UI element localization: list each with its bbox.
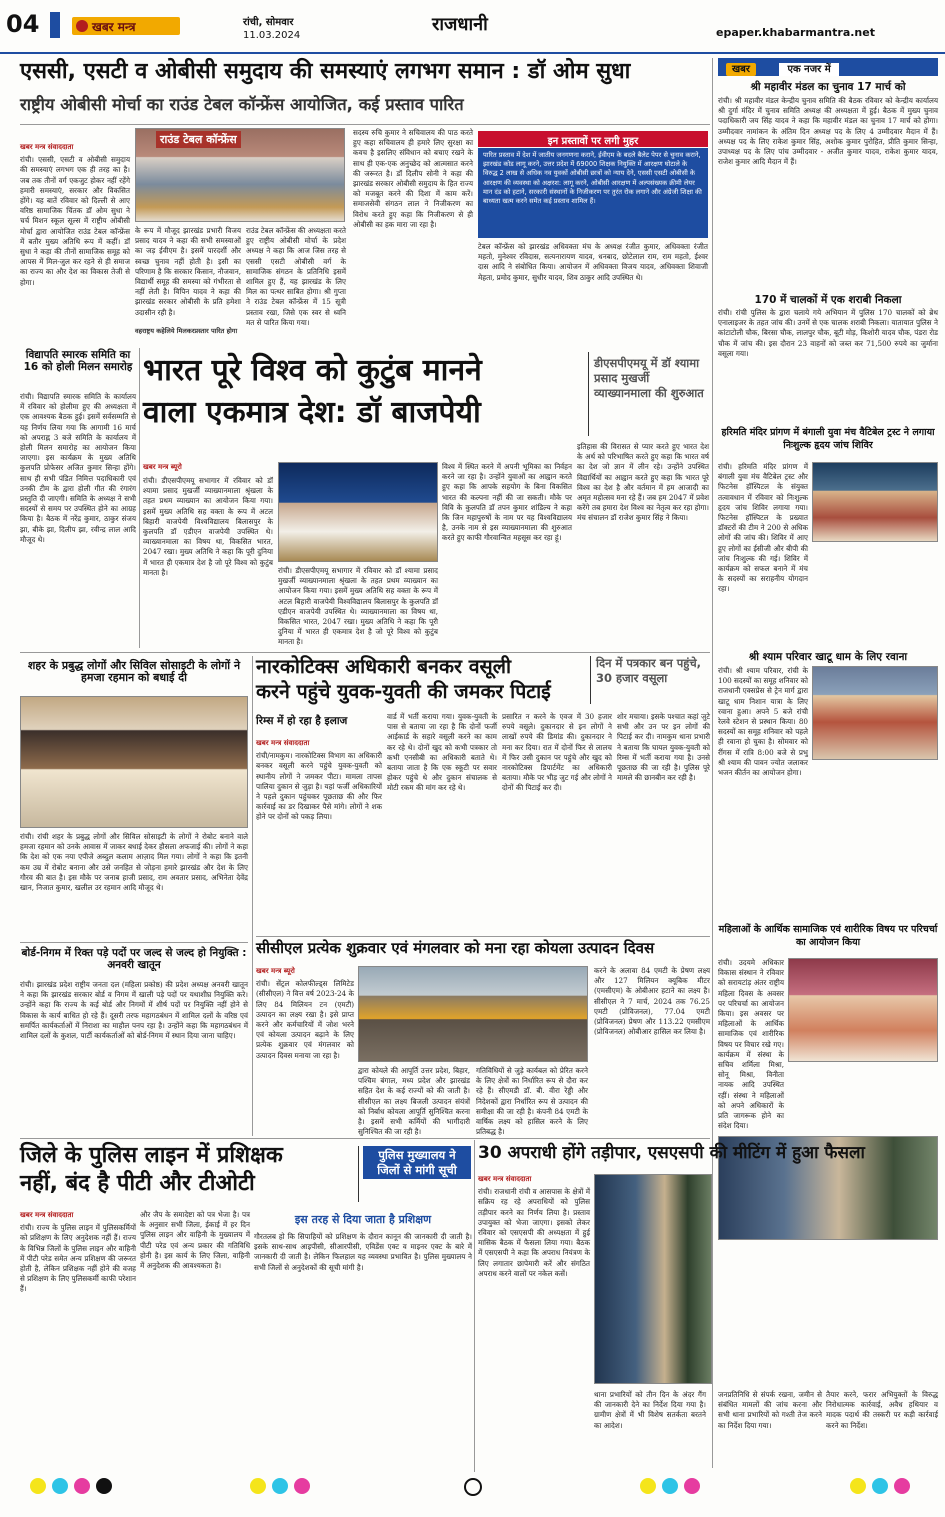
ssp-column-c	[826, 1390, 938, 1472]
bajpai-column-2	[442, 462, 572, 648]
cyan-dot	[52, 1478, 68, 1494]
coal-column-4	[594, 966, 710, 1136]
police-text-1: रांची। राज्य के पुलिस लाइन में पुलिसकर्मियों को प्रशिक्षण के लिए अनुदेशक नहीं हैं। राज्य के विभिन्न जिलों के पुलिस लाइन और वाहिनी में पीटी परेड समेत अन्य प्रशिक्षण की जरूरत होती है, लेकिन प्रशिक्षक नहीं होने की वजह से प्रशिक्षण के लिए पुलिसकर्मी काफी परेशान हैं।	[20, 1223, 136, 1294]
coal-column-3	[476, 1066, 588, 1136]
brief-item-3-body: रांची। हरिमति मंदिर प्रांगण में बंगाली युवा मंच वैटिबेल ट्रस्ट और फिटनेस हॉस्पिटल के संयुक्त तत्वावधान में रविवार को निःशुल्क हृदय जांच शिविर लगाया गया। फिटनेस हॉस्पिटल के प्रख्यात डॉक्टरों की टीम ने 200 से अधिक लोगों की जांच की। शिविर में आए हुए लोगों का ईसीजी और बीपी की जांच निःशुल्क की गई। शिविर में कार्यक्रम को सफल बनाने में मंच के सदस्यों का सराहनीय योगदान रहा।	[718, 462, 808, 594]
lead-photo	[135, 128, 345, 222]
holi-divider	[139, 348, 140, 648]
police-box-heading: इस तरह से दिया जाता है प्रशिक्षण	[294, 1213, 432, 1226]
yellow-dot	[30, 1478, 46, 1494]
civil-body: रांची। रांची शहर के प्रबुद्ध लोगों और सिविल सोसाइटी के लोगों ने रोबोट बनाने वाले हमजा रहमान को उनके आवास में जाकर बधाई देकर हौसला अफजाई की। लोगों ने कहा कि देश को एक नया एपीजे अब्दुल कलाम आज़ाद मिल गया। लोगों ने कहा कि इतनी कम उम्र में रोबोट बनाना और उसे जनहित से जोड़ना हमारे झारखंड और देश के लिए गौरव की बात है। इस मौके पर जनाब हाजी प्रसाद, राम अवतार प्रसाद, अभिनेता देवेंद्र खान, निजात कुमार, खलील उर रहमान आदि मौजूद थे।	[20, 832, 248, 893]
bajpai-text-1b: रांची। डीएसपीएमयू सभागार में रविवार को डॉ श्यामा प्रसाद मुखर्जी व्याख्यानमाला श्रृंखला के तहत प्रथम व्याख्यान का आयोजन किया गया। इसमें मुख्य अतिथि सह वक्ता के रूप में अटल बिहारी वाजपेयी विश्वविद्यालय बिलासपुर के कुलपति डॉ एडीएन वाजपेयी उपस्थित थे। व्याख्यानमाला का विषय था, विकसित भारत, 2047 रखा। मुख्य अतिथि ने कहा कि पूरी दुनिया में भारत ही एकमात्र देश है जो पूरे विश्व को कुटुंब मानता है।	[278, 566, 438, 647]
brief-header	[718, 58, 938, 76]
ssp-byline: खबर मन्त्र संवाददाता	[478, 1174, 532, 1183]
lead-text-1: रांची। एससी, एसटी व ओबीसी समुदाय की समस्याएं लगभग एक ही तरह का है। जब तक तीनों वर्ग एकजुट होकर नहीं रहेंगे हमारी समस्याएं, सरकार और विकसित होंगे। यह बातें रविवार को दिल्ली से आए वरिष्ठ सामाजिक चिंतक डॉ ओम सुधा ने चर्च मिशन स्कूल सूल्स में राष्ट्रीय ओबीसी मोर्चा द्वारा आयोजित राउंड टेबल कॉन्फ्रेंस में बतौर मुख्य अतिथि रूप में कहीं। डॉ सुधा ने कहा की तीनों सामाजिक समूह को आपस में मिल-जुल कर रहने से ही समाज का राज्य का और देश का विकास तेजी से होगा।	[20, 155, 130, 287]
police-byline: खबर मन्त्र संवाददाता	[20, 1210, 74, 1219]
proposals-text: पारित प्रस्ताव में देश में जातीय जनगणना कराने, ईवीएम के बदले बैलेट पेपर से चुनाव कराने, झारखंड कोड लागू करने, उत्तर प्रदेश में 69000 शिक्षक नियुक्ति में आरक्षण घोटाले के विरुद्ध 2 लाख से अधिक नव युवकों ओबीसी छात्रों को न्याय देने, एससी एसटी ओबीसी के आरक्षण की व्यवस्था को अक्षरश: लागू करने, ओबीसी आरक्षण में अल्पसंख्यक क्रीमी लेयर मान दंड को हटाने, सरकारी संस्थानों के निजीकरण पर तुरंत रोक लगाने और अंग्रेजी शिक्षा की बाध्यता खत्म करने समेत कई प्रस्ताव शामिल हैं।	[483, 151, 702, 206]
brief-item-1-body: रांची। श्री महावीर मंडल केन्द्रीय चुनाव समिति की बैठक रविवार को केन्द्रीय कार्यालय श्री दुर्गा मंदिर में चुनाव समिति अध्यक्ष की अध्यक्षता में हुई। बैठक में मुख्य चुनाव पदाधिकारी जय सिंह यादव ने कहा कि महावीर मंडल का चुनाव 17 मार्च को होगा। उम्मीदवार नामांकन के अंतिम दिन अध्यक्ष पद के लिए 4 उम्मीदवार मैदान में हैं। अध्यक्ष पद के लिए राकेश कुमार सिंह, अशोक कुमार पुरोहित, प्रीति कुमार सिन्हा, उपाध्यक्ष पद के लिए पांच उम्मीदवार - अजीत कुमार यादव, राकेश कुमार यादव, राजेश कुमार आदि मैदान में हैं।	[718, 96, 938, 167]
brief-item-3-photo	[812, 462, 938, 542]
ssp-photo-left	[594, 1174, 712, 1384]
bajpai-photo	[278, 462, 438, 562]
ssp-column-1	[478, 1174, 590, 1394]
narcotics-text-2: वार्ड में भर्ती कराया गया। युवक-युवती के पास से बताया जा रहा है कि दोनों फर्जी आईकार्ड के सहारे वसूली करने का काम कर रहे थे। दोनों खुद को कभी पत्रकार तो कभी एनसीबी का अधिकारी बताते थे। बताया जाता है कि एक स्कूटी पर सवार होकर पहुंचे थे और दुकान संचालक से मोटी रकम की मांग कर रहे थे।	[387, 712, 497, 793]
lead-divider	[20, 124, 710, 125]
lead-column-1	[20, 142, 130, 342]
narcotics-column-4	[617, 712, 710, 932]
magenta-dot	[74, 1478, 90, 1494]
brief-item-2-headline: 170 में चालकों में एक शराबी निकला	[754, 294, 902, 306]
lead-photo-banner: राउंड टेबल कॉन्फ्रेंस	[156, 131, 241, 148]
holi-headline: विद्यापति स्मारक समिति का 16 को होली मिलन समारोह	[23, 349, 133, 373]
section-title: राजधानी	[432, 14, 488, 35]
coal-headline: सीसीएल प्रत्येक शुक्रवार एवं मंगलवार को मना रहा कोयला उत्पादन दिवस	[256, 939, 655, 957]
website-link[interactable]: epaper.khabarmantra.net	[716, 26, 875, 39]
board-divider	[20, 942, 248, 943]
narcotics-column-1	[256, 738, 382, 932]
lead-text-2: के रूप में मौजूद झारखंड प्रभारी विजय प्रसाद यादव ने कहा की सभी समस्याओं का जड़ ईवीएम है। इसमें पारदर्शी और स्वच्छ चुनाव नहीं होती है। इसी का परिणाम है कि सरकार किसान, नौजवान, विद्यार्थी समूह की समस्या को गंभीरता से नहीं लेती है। विपिन यादव ने कहा की झारखंड सरकार ओबीसी के प्रति हमेशा उदासीन रही है।	[135, 226, 241, 317]
bajpai-under-photo	[278, 566, 438, 648]
lead-column-2	[135, 226, 241, 326]
ssp-headline: 30 अपराधी होंगे तड़ीपार, एसएसपी की मीटिंग में हुआ फैसला	[478, 1143, 865, 1163]
civil-headline: शहर के प्रबुद्ध लोगों और सिविल सोसाइटी के लोगों ने हमजा रहमान को बधाई दी	[27, 659, 241, 685]
crosshair-icon	[464, 1478, 482, 1496]
coal-photo	[358, 966, 588, 1062]
magenta-dot	[894, 1478, 910, 1494]
narcotics-column-2	[387, 712, 497, 932]
brief-item-4-body: रांची। श्री श्याम परिवार, रांची के 100 सदस्यों का समूह शनिवार को राजधानी एक्सप्रेस से ट्रेन मार्ग द्वारा खाटू धाम निशान यात्रा के लिए रवाना हुआ। अपने 5 बजे रांची रेलवे स्टेशन से प्रस्थान किया। 80 सदस्यों का समूह शनिवार को पहले ही रवाना हो चुका है। सोमवार को रींगस में रात्रि 8:00 बजे से प्रभु श्री श्याम की पावन ज्योत जलाकर भजन कीर्तन का आयोजन होगा।	[718, 666, 808, 778]
lead-photo-caption: वहराष्ट्रय कहेलिये मिलकरप्रस्तार पारित होगा	[135, 327, 238, 335]
proposals-participants-text: टेबल कॉन्फ्रेंस को झारखंड अधिवक्ता मंच के अध्यक्ष रंजीत कुमार, अधिवक्ता रंजीत महतो, मुनेश्वर रविदास, सत्यनारायण यादव, धनबाद, छोटेलाल राम, राम महतो, ईश्वर दास आदि ने संबोधित किया। आयोजन में अधिवक्ता विजय यादव, अधिवक्ता शिवाजी मेहता, प्रमोद कुमार, सुधीर यादव, शिव ठाकुर आदि उपस्थित थे।	[478, 242, 708, 282]
bajpai-text-1: रांची। डीएसपीएमयू सभागार में रविवार को डॉ श्यामा प्रसाद मुखर्जी व्याख्यानमाला श्रृंखला के तहत प्रथम व्याख्यान का आयोजन किया गया। इसमें मुख्य अतिथि सह वक्ता के रूप में अटल बिहारी वाजपेयी विश्वविद्यालय बिलासपुर के कुलपति डॉ एडीएन वाजपेयी उपस्थित थे। व्याख्यानमाला का विषय था, विकसित भारत, 2047 रखा। मुख्य अतिथि ने कहा कि पूरी दुनिया में भारत ही एकमात्र देश है जो पूरे विश्व को कुटुंब मानता है।	[143, 476, 273, 577]
mid-divider	[20, 652, 710, 653]
brief-item-1-headline: श्री महावीर मंडल का चुनाव 17 मार्च को	[750, 81, 906, 93]
holi-body: रांची। विद्यापति स्मारक समिति के कार्यालय में रविवार को होलीमा हुए की अध्यक्षता में एक आवश्यक बैठक हुई। इसमें सर्वसम्मति से यह निर्णय लिया गया कि आगामी 16 मार्च को अपराह्न 3 बजे समिति के कार्यालय में होली मिलन समारोह का आयोजन किया जाएगा। इस कार्यक्रम के मुख्य अतिथि कुलपति प्रोफेसर अजित कुमार सिन्हा होंगे। साथ ही सभी पंडित निमित्त पदाधिकारी एवं उनकी टीम के द्वारा होली गीत की रंगारंग प्रस्तुति दी जाएगी। समिति के अध्यक्ष ने सभी सदस्यों से समय पर उपस्थित होने का आग्रह किया है। बैठक में नरेंद्र कुमार, ठाकुर संजय झा, बीके झा, दिलीप झा, रवीन्द्र लाल आदि मौजूद थे।	[20, 392, 136, 544]
brief-label: एक नजर में	[779, 63, 838, 76]
brief-item-4-photo	[812, 666, 938, 760]
logo-icon	[76, 20, 88, 32]
cyan-dot	[662, 1478, 678, 1494]
page-number-bar	[50, 12, 60, 38]
coal-byline: खबर मन्त्र ब्यूरो	[256, 966, 295, 975]
proposals-participants	[478, 242, 708, 342]
narcotics-headline-1: नारकोटिक्स अधिकारी बनकर वसूली	[256, 655, 512, 678]
ssp-column-b	[718, 1390, 822, 1472]
masthead-date: 11.03.2024	[243, 30, 301, 41]
narcotics-byline: खबर मन्त्र संवाददाता	[256, 738, 310, 747]
police-headline-1: जिले के पुलिस लाइन में प्रशिक्षक	[20, 1143, 283, 1168]
narcotics-divider	[252, 656, 253, 1136]
police-column-2	[140, 1210, 250, 1472]
civil-photo	[20, 696, 248, 828]
masthead-city-day: रांची, सोमवार	[243, 17, 294, 28]
yellow-dot	[250, 1478, 266, 1494]
narcotics-text-4: शोर मचाया। इसके पश्चात कहां जुटे सभी और उन पर इन लोगों की पिटाई कर दी। नामकुम थाना प्रभारी ने बताया कि घायल युवक-युवती को रिम्स में भर्ती कराया गया है। उनसे पूछताछ की जा रही है। पुलिस पूरे मामले की छानबीन कर रही है।	[617, 712, 710, 783]
narcotics-kicker-rule	[590, 656, 591, 704]
police-headline-2: नहीं, बंद है पीटी और टीओटी	[20, 1171, 255, 1196]
board-headline: बोर्ड-निगम में रिक्त पड़े पदों पर जल्द से जल्द हो नियुक्ति : अनवरी खातून	[21, 947, 247, 971]
yellow-dot	[850, 1478, 866, 1494]
cyan-dot	[872, 1478, 888, 1494]
brief-item-5-body: रांची। उदयमे अधिकार विकास संस्थान ने रविवार को सरायटांड़ अंतर राष्ट्रीय महिला दिवस के अवसर पर परिचर्चा का आयोजन किया। इस अवसर पर महिलाओं के आर्थिक सामाजिक एवं शारीरिक विषय पर विचार रखे गए। कार्यक्रम में संस्था के सचिव शर्मिला मिश्रा, सोनू मिश्रा, विनीता नायक आदि उपस्थित रहीं। संस्था ने महिलाओं को अपने अधिकारों के प्रति जागरूक होने का संदेश दिया।	[718, 958, 784, 1131]
police-column-3	[254, 1232, 472, 1472]
yellow-dot	[640, 1478, 656, 1494]
bajpai-kicker-rule	[588, 352, 589, 436]
police-text-3: गौरतलब हो कि सिपाहियों को प्रशिक्षण के दौरान कानून की जानकारी दी जाती है। इसके साथ-साथ आइपीसी, सीआरपीसी, एविडेंस एक्ट व माइनर एक्ट के बारे में जानकारी दी जाती है। लेकिन फिलहाल यह व्यवस्था प्रभावित है। पुलिस मुख्यालय ने सभी जिलों से अनुदेशकों की सूची मांगी है।	[254, 1232, 472, 1272]
bajpai-text-2: विश्व में स्थित करने में अपनी भूमिका का निर्वहन करने जा रहा है। उन्होंने युवाओं का आह्वान करते हुए कहा कि आपके सहयोग के बिना विकसित भारत की कल्पना नहीं की जा सकती। मौके पर विवि के कुलपति डॉ तपन कुमार शांडिल्य ने कहा कि जिन महापुरुषों के नाम पर यह विश्वविद्यालय है, उनके नाम से इस व्याख्यानमाला की शुरुआत करते हुए काफी गौरवान्वित महसूस कर रहा हूं।	[442, 462, 572, 543]
proposals-box	[478, 148, 708, 238]
coal-text-4: करने के अलावा 84 एमटी के प्रेषण लक्ष्य और 127 मिलियन क्यूबिक मीटर (एमसीएम) के ओबीआर हटाने का लक्ष्य है। सीसीएल ने 7 मार्च, 2024 तक 76.25 एमटी (प्रोविजनल), 77.04 एमटी (प्रोविजनल) प्रेषण और 113.22 एमसीएम (प्रोविजनल) ओबीआर हासिल कर लिया है।	[594, 966, 710, 1037]
brief-item-2	[718, 308, 938, 422]
narcotics-subheadline: रिम्स में हो रहा है इलाज	[256, 715, 348, 727]
board-column	[20, 980, 248, 1132]
civil-column	[20, 832, 248, 938]
masthead-rule	[0, 52, 945, 54]
coal-text-1: रांची। सेंट्रल कोलफील्ड्स लिमिटेड (सीसीएल) ने वित्त वर्ष 2023-24 के लिए 84 मिलियन टन (एमटी) उत्पादन का लक्ष्य रखा है। इसे प्राप्त करने और कर्मचारियों में जोश भरने एवं कोयला उत्पादन बढ़ाने के लिए प्रत्येक शुक्रवार एवं मंगलवार को उत्पादन दिवस मनाया जा रहा है।	[256, 979, 354, 1060]
ssp-text-a: थाना प्रभारियों को तीन दिन के अंदर गैंग की जानकारी देने का निर्देश दिया गया है। ग्रामीण क्षेत्रों में भी विशेष सतर्कता बरतने का आदेश।	[594, 1390, 706, 1430]
lead-column-4	[353, 128, 473, 342]
lead-text-3: राउंड टेबल कॉन्फ्रेंस की अध्यक्षता करते हुए राष्ट्रीय ओबीसी मोर्चा के प्रदेश अध्यक्ष ने कहा कि आज जिस तरह से एससी एसटी ओबीसी वर्ग के सामाजिक संगठन के प्रतिनिधि इसमें शामिल हुए हैं, यह झारखंड के लिए मिल का पत्थर साबित होगा। श्री गुप्ता ने राउंड टेबल कॉन्फ्रेंस में 15 सूत्री प्रस्ताव रखा, जिसे एक स्वर से ध्वनि मत से पारित किया गया।	[246, 226, 346, 327]
bajpai-kicker: डीएसपीएमयू में डॉ श्यामा प्रसाद मुखर्जी व्याख्यानमाला की शुरुआत	[594, 356, 704, 400]
lead-byline: खबर मन्त्र संवाददाता	[20, 142, 74, 151]
cyan-dot	[272, 1478, 288, 1494]
board-body: रांची। झारखंड प्रदेश राष्ट्रीय जनता दल (महिला प्रकोष्ठ) की प्रदेश अध्यक्ष अनवरी खातून ने कहा कि झारखंड सरकार बोर्ड व निगम में खाली पड़े पदों पर यथाशीघ्र नियुक्ति करे। उन्होंने कहा कि राज्य के कई बोर्ड और निगमों में शीर्ष पदों पर नियुक्ति नहीं होने से विकास के कार्य बाधित हो रहे हैं। दूसरी तरफ महागठबंधन में शामिल दलों के वरिष्ठ एवं समर्पित कार्यकर्ताओं में निराशा का माहौल पनप रहा है। उन्होंने कहा कि महागठबंधन में शामिल दलों के कुशल, पार्टी कार्यकर्ताओं को बोर्ड-निगम में स्थान दिया जाना चाहिए।	[20, 980, 248, 1041]
brief-item-5-headline: महिलाओं के आर्थिक सामाजिक एवं शारीरिक विषय पर परिचर्चा का आयोजन किया	[718, 924, 938, 948]
brief-tag: खबर	[726, 63, 756, 76]
narcotics-headline-2: करने पहुंचे युवक-युवती की जमकर पिटाई	[256, 680, 551, 703]
lead-headline: एससी, एसटी व ओबीसी समुदाय की समस्याएं लगभग समान : डॉ ओम सुधा	[20, 59, 631, 84]
brief-item-4-headline: श्री श्याम परिवार खाटू धाम के लिए रवाना	[748, 651, 908, 663]
coal-column-2	[358, 1066, 470, 1136]
brief-item-2-body: रांची। रांची पुलिस के द्वारा चलाये गये अभियान में पुलिस 170 चालकों को ब्रेथ एनालाइजर के तहत जांच की। उनमें से एक चालक शराबी निकला। यातायात पुलिस ने कांटाटोली चौक, बिरसा चौक, लालपुर चौक, बूटी मोड़, किशोरी यादव चौक, पंडरा रोड चौक में जांच की। इस दौरान 23 वाहनों को जब्त कर 71,500 रुपये का जुर्माना वसूला गया।	[718, 308, 938, 358]
ssp-body: रांची। राजधानी रांची व आसपास के क्षेत्रों में सक्रिय रह रहे अपराधियों को पुलिस तड़ीपार करने का निर्णय लिया है। प्रस्ताव उपायुक्त को भेजा जाएगा। इसको लेकर रविवार को एसएसपी की अध्यक्षता में हुई मासिक बैठक में फैसला लिया गया। बैठक में एसएसपी ने कहा कि अपराध नियंत्रण के लिए लगातार छापेमारी करें और संगठित अपराध करने वालों पर नकेल कसें।	[478, 1187, 590, 1278]
brief-item-1	[718, 96, 938, 290]
ssp-divider	[474, 1140, 475, 1472]
coal-divider	[256, 936, 710, 937]
bajpai-headline-1: भारत पूरे विश्व को कुटुंब मानने	[143, 353, 482, 388]
bajpai-text-col-1	[143, 476, 273, 648]
masthead	[0, 0, 945, 54]
bajpai-text-3: इतिहास की विरासत से प्यार करते हुए भारत देश के अर्थ को परिभाषित करते हुए कहा कि भारत वर्ष का देश जो ज्ञान में लीन रहे। उन्होंने उपस्थित विद्यार्थियों का आह्वान करते हुए कहा कि भारत पूरे विश्व का देश है और वर्तमान में हम आजादी का अमृत महोत्सव मना रहे हैं। जब हम 2047 में प्रवेश करेंगे तब हमारा देश विश्व का नेतृत्व कर रहा होगा। मंच संचालन डॉ राजेश कुमार सिंह ने किया।	[577, 442, 709, 523]
magenta-dot	[294, 1478, 310, 1494]
lead-subheadline: राष्ट्रीय ओबीसी मोर्चा का राउंड टेबल कॉन्फ्रेंस आयोजित, कई प्रस्ताव पारित	[20, 95, 464, 114]
narcotics-text-1: रांची/नामकुम। नारकोटिक्स विभाग का अधिकारी बनकर वसूली करने पहुंचे युवक-युवती को स्थानीय लोगों ने जमकर पीटा। मामला तापस पालिया दुकान से जुड़ा है। यहां फर्जी अधिकारियों ने पहले दुकान पहुंचकर पूछताछ की और फिर कार्रवाई का डर दिखाकर पैसे मांगे। लोगों ने शक होने पर दोनों को पकड़ लिया।	[256, 751, 382, 822]
bajpai-column-3	[577, 442, 709, 648]
bajpai-byline: खबर मन्त्र ब्यूरो	[143, 462, 182, 471]
page-number: 04	[6, 10, 40, 38]
brief-item-3-col	[718, 462, 808, 594]
magenta-dot	[684, 1478, 700, 1494]
brief-item-3-headline: हरिमति मंदिर प्रांगण में बंगाली युवा मंच वैटिबेल ट्रस्ट ने लगाया निःशुल्क हृदय जांच शिविर	[721, 427, 935, 451]
police-column-1	[20, 1210, 136, 1472]
lead-text-4: सदस्य रुचि कुमार ने सचिवालय की पाठ करते हुए कहा सचिवालय ही हमारे लिए सुरक्षा का कवच है इसलिए संविधान को बचाए रखने के साथ ही एक-एक अनुच्छेद को आत्मसात करने की जरूरत है। डॉ दिलीप सोनी ने कहा की झारखंड सरकार ओबीसी समुदाय के हित राज्य को मजबूत करने की दिशा में काम करें। समाजसेवी संगठन लाल ने निजीकरण का विरोध करते हुए कहा कि निजीकरण से ही ओबीसी का हक मारा जा रहा है।	[353, 128, 473, 229]
narcotics-text-3: प्रसारित न करने के एवज में 30 हजार रुपये वसूले। दुकानदार से इन लोगों ने लाखों रुपये की डिमांड की। दुकानदार ने मना कर दिया। रात में दोनों फिर से लालच में फिर उसी दुकान पर पहुंचे और खुद को नारकोटिक्स डिपार्टमेंट का अधिकारी बताया। मौके पर भीड़ जुट गई और लोगों ने दोनों की पिटाई कर दी।	[502, 712, 613, 793]
proposals-heading: इन प्रस्तावों पर लगी मुहर	[478, 131, 708, 147]
narcotics-kicker: दिन में पत्रकार बन पहुंचे, 30 हजार वसूला	[596, 656, 702, 685]
bottom-divider	[20, 1138, 710, 1139]
black-dot	[96, 1478, 112, 1494]
holi-column	[20, 392, 136, 648]
coal-text-3: गतिविधियों से जुड़े कार्यबल को प्रेरित करने के लिए क्षेत्रों का निर्धारित रूप से दौरा कर रहे हैं। सीएमडी डॉ. बी. वीरा रेड्डी और निदेशकों द्वारा निर्धारित रूप से उत्पादन की समीक्षा की जा रही है। कंपनी 84 एमटी के वार्षिक लक्ष्य को हासिल करने के लिए प्रतिबद्ध है।	[476, 1066, 588, 1137]
brief-item-5-col	[718, 958, 784, 1131]
print-registration-marks	[0, 1478, 945, 1502]
police-kicker: पुलिस मुख्यालय ने जिलों से मांगी सूची	[363, 1146, 471, 1179]
narcotics-column-3	[502, 712, 612, 932]
police-kicker-rule	[358, 1146, 359, 1202]
brief-item-4-col	[718, 666, 808, 916]
sidebar-divider	[712, 58, 713, 1468]
coal-column-1	[256, 966, 354, 1136]
lead-column-3	[246, 226, 346, 342]
police-text-2: और जैप के समादेष्टा को पत्र भेजा है। पत्र के अनुसार सभी जिला, ईकाई में हर दिन पुलिस लाइन और वाहिनी के मुख्यालय में पीटी परेड एवं अन्य प्रकार की गतिविधि होनी है। इस कार्य के लिए जिला, वाहिनी में अनुदेशक की आवश्यकता है।	[140, 1210, 250, 1271]
logo-text: खबर मन्त्र	[92, 20, 136, 34]
ssp-text-b: जनप्रतिनिधि से संपर्क रखना, जमीन से संबंधित मामलों की जांच करना और सभी थाना प्रभारियों को गश्ती तेज करने का निर्देश दिया गया।	[718, 1390, 822, 1430]
coal-text-2: द्वारा कोयले की आपूर्ति उत्तर प्रदेश, बिहार, पश्चिम बंगाल, मध्य प्रदेश और झारखंड सहित देश के कई राज्यों को की जाती है। सीसीएल का लक्ष्य बिजली उत्पादन संयंत्रों को निर्बाध कोयला आपूर्ति सुनिश्चित करना है। इसमें सभी कर्मियों की भागीदारी सुनिश्चित की जा रही है।	[358, 1066, 470, 1137]
ssp-text-c: तैयार करने, फरार अभियुक्तों के विरुद्ध निरोधात्मक कार्रवाई, अवैध हथियार व मादक पदार्थ की तस्करी पर कड़ी कार्रवाई करने का निर्देश।	[826, 1390, 938, 1430]
bajpai-headline-2: वाला एकमात्र देश: डॉ बाजपेयी	[143, 395, 481, 430]
ssp-column-a	[594, 1390, 706, 1472]
brief-item-5-photo	[788, 958, 938, 1062]
